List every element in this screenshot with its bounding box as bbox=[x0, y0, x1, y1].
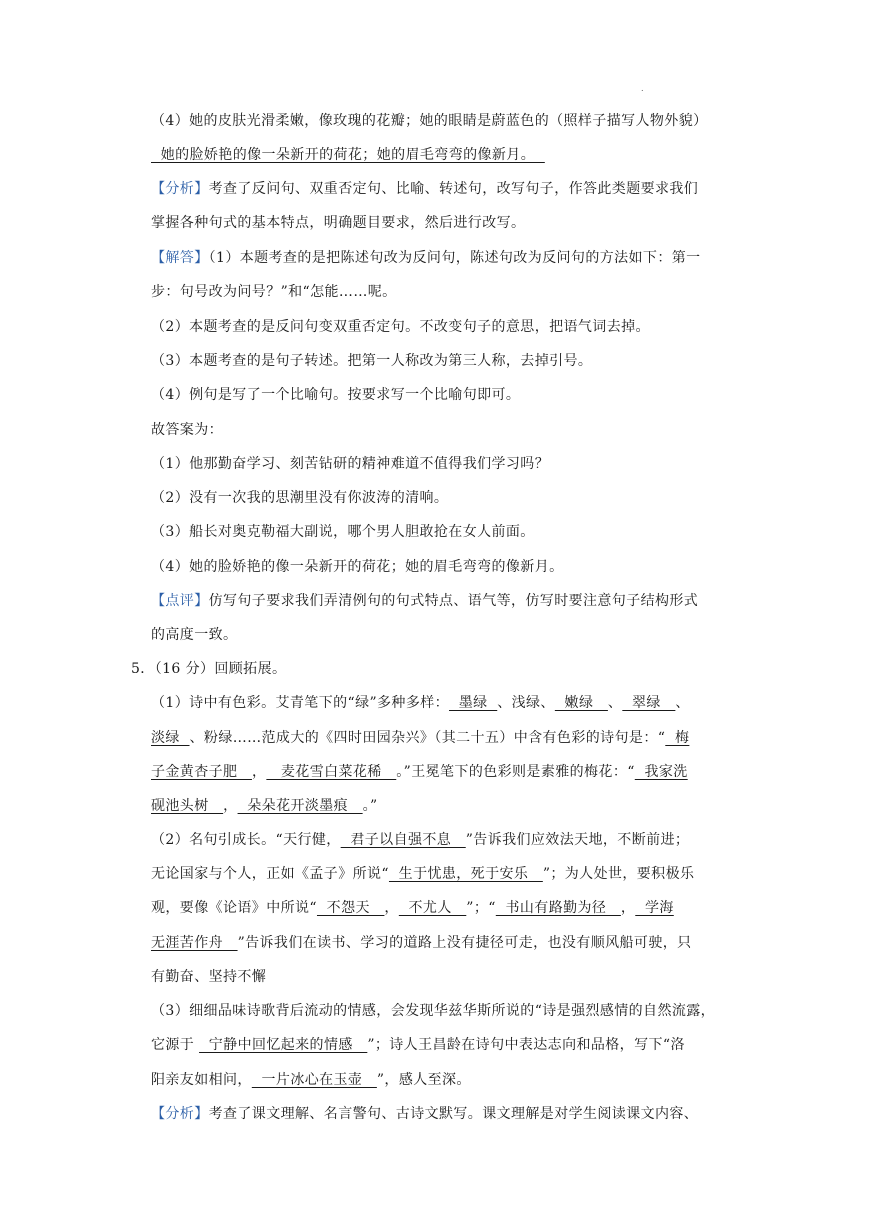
blank-3: 翠绿 bbox=[622, 695, 676, 711]
analysis2-line-1 bbox=[151, 1104, 698, 1124]
answer-1: （1）他那勤奋学习、刻苦钻研的精神难道不值得我们学习吗？ bbox=[151, 456, 550, 472]
blank-13: 不怨天 bbox=[316, 900, 385, 916]
text: （2）名句引成长。“天行健， bbox=[151, 832, 341, 848]
q5-p1-line-4 bbox=[151, 796, 378, 816]
text: 。”王冕笔下的色彩则是素雅的梅花：“ bbox=[396, 764, 635, 780]
text: 它源于 bbox=[151, 1037, 200, 1053]
q4-answer: 她的脸娇艳的像一朵新开的荷花；她的眉毛弯弯的像新月。 bbox=[151, 147, 545, 163]
q5-p2-line-3 bbox=[151, 898, 674, 918]
answer-heading: 故答案为： bbox=[151, 422, 223, 438]
solution-line-1 bbox=[151, 248, 701, 268]
blank-16: 学海 bbox=[635, 900, 674, 916]
text: ”，感人至深。 bbox=[376, 1072, 471, 1088]
text: ， bbox=[251, 764, 267, 780]
blank-8: 我家洗 bbox=[634, 764, 688, 780]
solution-line-4: （3）本题考查的是句子转述。把第一人称改为第三人称，去掉引号。 bbox=[151, 353, 593, 369]
blank-9: 砚池头树 bbox=[151, 798, 224, 814]
q5-p3-line-3 bbox=[151, 1070, 471, 1090]
text: 、 bbox=[607, 695, 623, 711]
solution-line-2: 步：句号改为问号？”和“怎能……呢。 bbox=[151, 284, 397, 300]
blank-5: 梅 bbox=[665, 730, 690, 746]
comment-tag: 【点评】 bbox=[151, 593, 209, 609]
analysis-text: 考查了课文理解、名言警句、古诗文默写。课文理解是对学生阅读课文内容、 bbox=[208, 1106, 699, 1122]
text: （1）诗中有色彩。艾青笔下的“绿”多种多样： bbox=[151, 695, 450, 711]
solution-line-3: （2）本题考查的是反问句变双重否定句。不改变句子的意思，把语气词去掉。 bbox=[151, 319, 650, 335]
text: ”；为人处世，要积极乐 bbox=[542, 866, 695, 882]
q4-answer-line bbox=[151, 145, 545, 165]
answer-2: （2）没有一次我的思潮里没有你波涛的清响。 bbox=[151, 490, 449, 506]
solution-line-5: （4）例句是写了一个比喻句。按要求写一个比喻句即可。 bbox=[151, 387, 521, 403]
blank-14: 不尤人 bbox=[398, 900, 467, 916]
text: 无论国家与个人，正如《孟子》所说“ bbox=[151, 866, 389, 882]
q5-p1-line-3 bbox=[151, 762, 688, 782]
analysis-tag: 【分析】 bbox=[151, 181, 209, 197]
text: ”告诉我们在读书、学习的道路上没有捷径可走，也没有顺风船可驶，只 bbox=[237, 935, 692, 951]
blank-11: 君子以自强不息 bbox=[340, 832, 466, 848]
analysis-text: 考查了反问句、双重否定句、比喻、转述句，改写句子，作答此类题要求我们 bbox=[208, 181, 699, 197]
blank-2: 嫩绿 bbox=[554, 695, 608, 711]
blank-15: 书山有路勤为径 bbox=[495, 900, 621, 916]
text: 、粉绿……范成大的《四时田园杂兴》（其二十五）中含有色彩的诗句是：“ bbox=[189, 730, 666, 746]
text: ”告诉我们应效法天地，不断前进； bbox=[465, 832, 690, 848]
analysis-tag: 【分析】 bbox=[151, 1106, 209, 1122]
q5-p2-line-4 bbox=[151, 933, 692, 953]
text: 。” bbox=[362, 798, 378, 814]
analysis-line-1 bbox=[151, 179, 698, 199]
blank-12: 生于忧患，死于安乐 bbox=[388, 866, 543, 882]
q5-p1-line-1 bbox=[151, 693, 690, 713]
text: ， bbox=[620, 900, 636, 916]
blank-19: 一片冰心在玉壶 bbox=[251, 1072, 377, 1088]
text: 、浅绿、 bbox=[497, 695, 555, 711]
q5-heading: 5．（16 分）回顾拓展。 bbox=[131, 661, 287, 677]
text: ， bbox=[223, 798, 238, 814]
blank-17: 无涯苦作舟 bbox=[151, 935, 238, 951]
text: 观，要像《论语》中所说“ bbox=[151, 900, 317, 916]
text: ”；诗人王昌龄在诗句中表达志向和品格，写下“洛 bbox=[367, 1037, 685, 1053]
q5-p2-line-5: 有勤奋、坚持不懈 bbox=[151, 969, 267, 985]
q5-p2-line-2 bbox=[151, 864, 694, 884]
comment-line-2: 的高度一致。 bbox=[151, 627, 238, 643]
answer-3: （3）船长对奥克勒福大副说，哪个男人胆敢抢在女人前面。 bbox=[151, 524, 535, 540]
blank-10: 朵朵花开淡墨痕 bbox=[237, 798, 363, 814]
q5-p1-line-2 bbox=[151, 728, 689, 748]
text: ”；“ bbox=[466, 900, 496, 916]
q5-p3-line-1: （3）细细品味诗歌背后流动的情感，会发现华兹华斯所说的“诗是强烈感情的自然流露， bbox=[151, 1003, 716, 1019]
blank-4: 淡绿 bbox=[151, 730, 190, 746]
comment-text: 仿写句子要求我们弄清例句的句式特点、语气等，仿写时要注意句子结构形式 bbox=[208, 593, 699, 609]
solution-tag: 【解答】 bbox=[151, 250, 209, 266]
page-mark: . bbox=[641, 84, 644, 93]
text: 、 bbox=[675, 695, 690, 711]
q4-prompt: （4）她的皮肤光滑柔嫩，像玫瑰的花瓣；她的眼睛是蔚蓝色的（照样子描写人物外貌） bbox=[151, 113, 708, 129]
analysis-line-2: 掌握各种句式的基本特点，明确题目要求，然后进行改写。 bbox=[151, 215, 526, 231]
q5-p2-line-1 bbox=[151, 830, 689, 850]
answer-4: （4）她的脸娇艳的像一朵新开的荷花；她的眉毛弯弯的像新月。 bbox=[151, 559, 564, 575]
solution-text: （1）本题考查的是把陈述句改为反问句，陈述句改为反问句的方法如下：第一 bbox=[208, 250, 701, 266]
q5-p3-line-2 bbox=[151, 1035, 685, 1055]
blank-18: 宁静中回忆起来的情感 bbox=[199, 1037, 368, 1053]
comment-line-1 bbox=[151, 591, 698, 611]
text: 阳亲友如相问， bbox=[151, 1072, 252, 1088]
blank-6: 子金黄杏子肥 bbox=[151, 764, 252, 780]
blank-1: 墨绿 bbox=[449, 695, 498, 711]
text: ， bbox=[384, 900, 399, 916]
blank-7: 麦花雪白菜花稀 bbox=[266, 764, 397, 780]
